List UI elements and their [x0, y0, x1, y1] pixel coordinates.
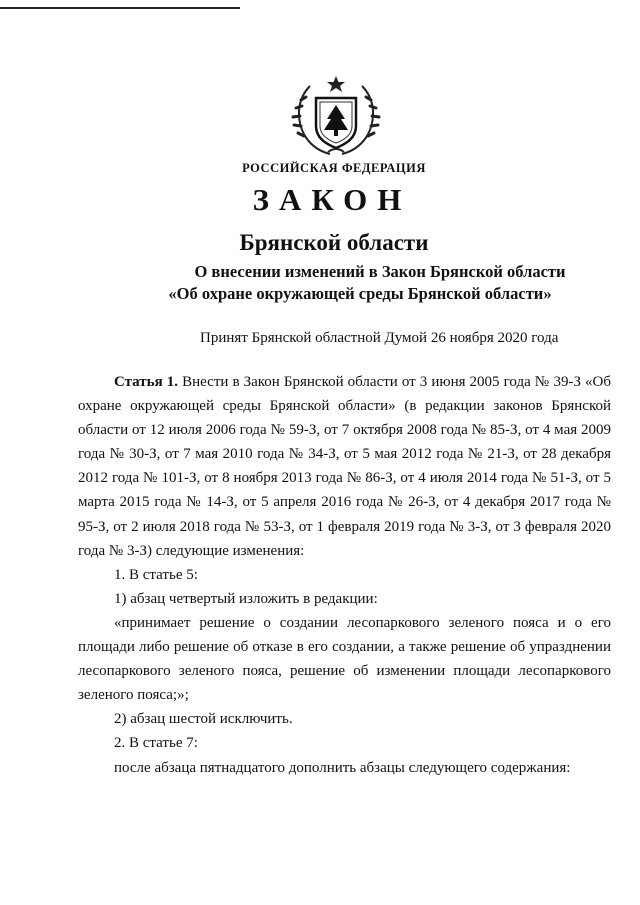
item-1-subitem-1: 1) абзац четвертый изложить в редакции: [114, 590, 378, 607]
item-1: 1. В статье 5: [114, 566, 198, 583]
article-text: Внести в Закон Брянской области от 3 июня 2005 года № 39-З «Об охране окружающей среды Брянской области» (в редакции законов Брянской области от 12 июля 2006 года № 59-З, от 7 октября 2008 года № 85-З, от 4 мая 2009 года № 30-З, от 7 мая 2010 года № 34-З, от 5 мая 2012 года № 21-З, от 28 декабря 2012 года № 101-З, от 8 ноября 2013 года № 86-З, от 4 июля 2014 года № 51-З, от 5 марта 2015 года № 14-З, от 5 апреля 2016 года № 26-З, от 4 декабря 2017 года № 95-З, от 2 июля 2018 года № 53-З, от 1 февраля 2019 года № 3-З, от 3 февраля 2020 года № 3-З) следующие изменения: [78, 374, 612, 559]
item-1-subitem-2: 2) абзац шестой исключить. [114, 711, 293, 728]
country-heading: РОССИЙСКАЯ ФЕДЕРАЦИЯ [242, 161, 426, 175]
law-body [78, 370, 612, 780]
adoption-date: Принят Брянской областной Думой 26 ноября 2020 года [200, 330, 559, 346]
law-subject-line-1: О внесении изменений в Закон Брянской области [194, 262, 566, 281]
article-1-paragraph [78, 370, 611, 563]
document-type-title: ЗАКОН [252, 182, 412, 217]
item-2: 2. В статье 7: [114, 735, 198, 752]
region-title: Брянской области [239, 230, 429, 255]
quoted-amendment: «принимает решение о создании лесопаркового зеленого пояса и о его площади либо решение об отказе в его создании, а также решение об упразднении лесопаркового зеленого пояса, решение об изменении площади лесопаркового зеленого пояса;»; [78, 614, 611, 704]
top-rule [0, 7, 240, 9]
item-2-text: после абзаца пятнадцатого дополнить абзацы следующего содержания: [114, 759, 571, 776]
article-label: Статья 1. [114, 374, 179, 390]
coat-of-arms-icon [290, 74, 382, 158]
law-subject-line-2: «Об охране окружающей среды Брянской области» [168, 284, 552, 303]
